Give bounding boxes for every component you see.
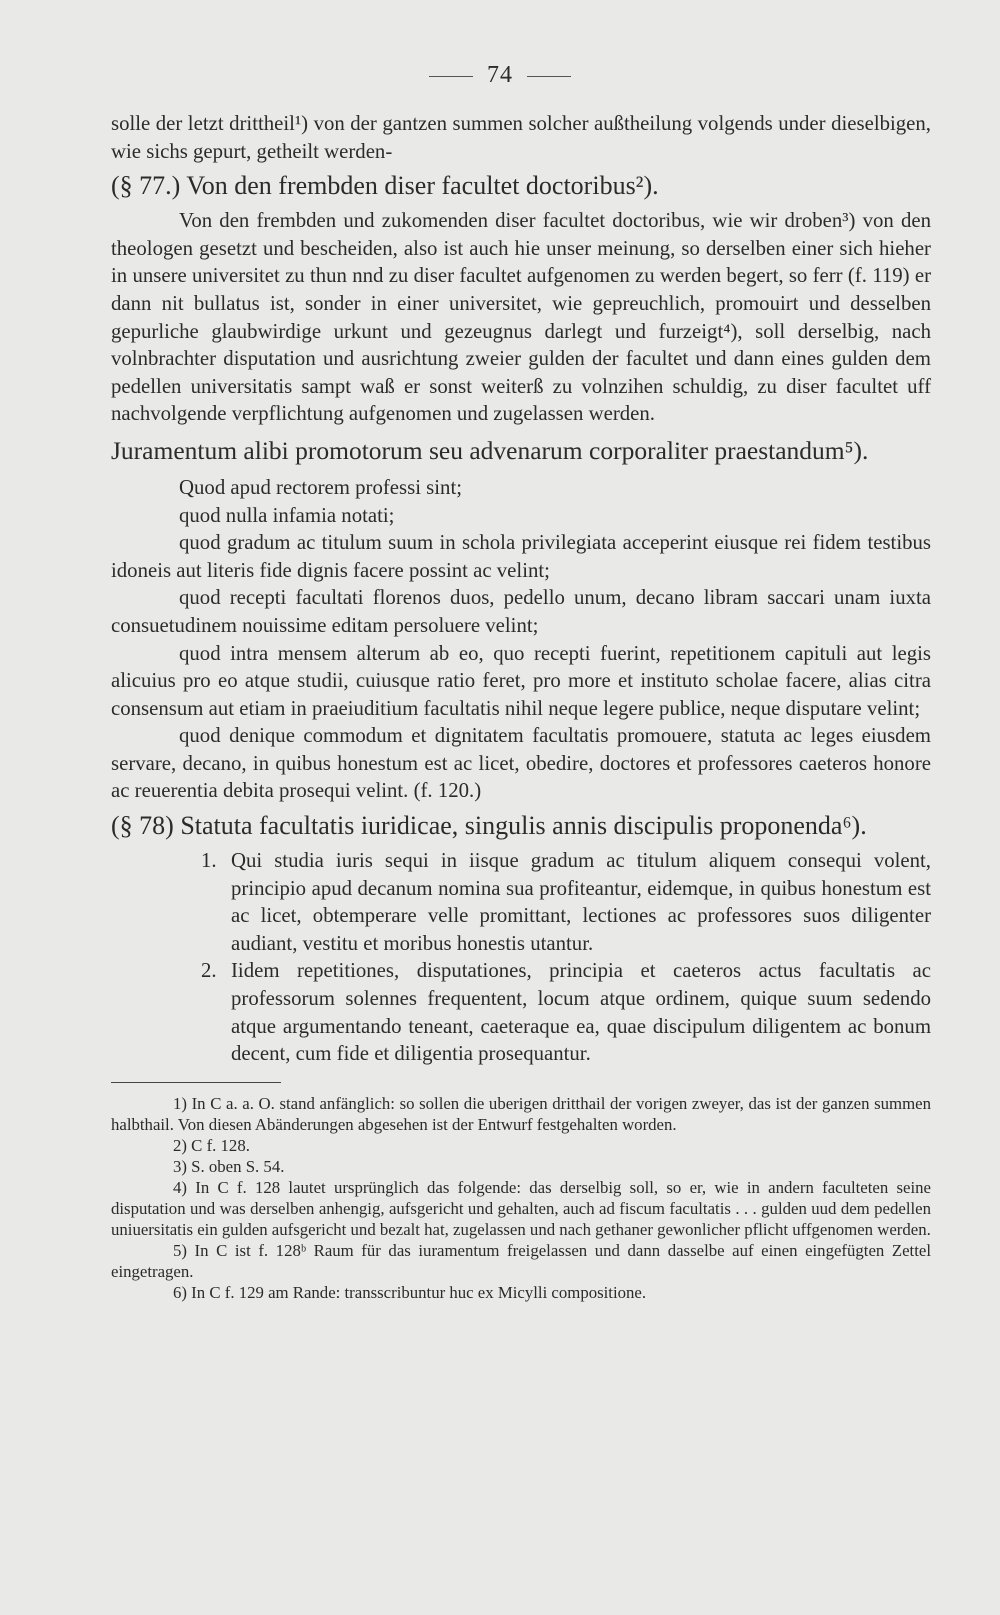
page-number [0, 62, 1000, 89]
oath-clause: Quod apud rectorem professi sint; [179, 475, 463, 499]
statute-item [201, 847, 931, 957]
intro-paragraph: solle der letzt drittheil¹) von der gantzen summen solcher außtheilung volgends under dieselbigen, wie sichs gepurt, getheilt werden- [111, 112, 931, 163]
oath-clauses [111, 474, 931, 805]
oath-clause: quod intra mensem alterum ab eo, quo recepti fuerint, repetitionem capituli aut legis alicuius pro eo atque studii, cuiusque ratio feret, pro more et instituto scholae facere, alias citra consensum aut etiam in praeiuditium facultatis nihil neque legere publice, neque disputare velint; [111, 641, 931, 720]
oath-clause: quod recepti facultati florenos duos, pedello unum, decano libram saccari unam iuxta consuetudinem nouissime editam persoluere velint; [111, 586, 931, 637]
page-number-dash-left [429, 76, 473, 77]
oath-clause: quod gradum ac titulum suum in schola privilegiata acceperint eiusque rei fidem testibus idoneis aut literis fide dignis facere possint ac velint; [111, 531, 931, 582]
footnote-5: 5) In C ist f. 128ᵇ Raum für das iuramentum freigelassen und dann dasselbe auf einen eingefügten Zettel eingetragen. [111, 1240, 931, 1281]
footnotes [111, 1093, 931, 1303]
oath-clause: quod nulla infamia notati; [179, 503, 395, 527]
main-text [111, 110, 931, 1303]
statute-text: Qui studia iuris sequi in iisque gradum ac titulum aliquem consequi volent, principio apud decanum nomina sua profiteantur, eidemque, in quibus honestum est ac licet, obtemperare velle promittant, lectiones ac professores suos diligenter audiant, vestitu et moribus honestis utantur. [231, 849, 931, 955]
footnote-6: 6) In C f. 129 am Rande: transscribuntur huc ex Micylli compositione. [173, 1282, 647, 1302]
statute-item [201, 957, 931, 1067]
statute-number: 1. [201, 849, 217, 873]
juramentum-heading: Juramentum alibi promotorum seu advenarum corporaliter praestandum⁵). [111, 435, 869, 465]
section-78-heading: (§ 78) Statuta facultatis iuridicae, singulis annis discipulis proponenda⁶). [111, 811, 867, 841]
page-number-text: 74 [487, 62, 513, 88]
footnote-divider [111, 1082, 281, 1083]
footnote-1: 1) In C a. a. O. stand anfänglich: so sollen die uberigen dritthail der vorigen zweyer, das ist der ganzen summen halbthail. Von diesen Abänderungen abgesehen ist der Entwurf festgehalten worden. [111, 1093, 931, 1134]
statute-text: Iidem repetitiones, disputationes, principia et caeteros actus facultatis ac professorum solennes frequentent, locum atque ordinem, quique suum sedendo atque argumentando teneant, caeteraque ea, quae discipulum diligentem ac bonum decent, cum fide et diligentia prosequantur. [231, 959, 931, 1066]
section-77-paragraph: Von den frembden und zukomenden diser facultet doctoribus, wie wir droben³) von den theologen gesetzt und bescheiden, also ist auch hie unser meinung, so derselben einer sich hieher in unsere universitet zu thun nnd zu diser facultet aufgenomen zu werden begert, so ferr (f. 119) er dann nit bullatus ist, sonder in einer universitet, wie gepreuchlich, promouirt und desselben gepurliche glaubwirdige urkunt und gezeugnus darlegt und furzeigt⁴), soll derselbig, nach volnbrachter disputation und ausrichtung zweier gulden der facultet und dann eines gulden dem pedellen universitatis sampt waß er sonst weiterß zu volnzihen schuldig, zu diser facultet uff nachvolgende verpflichtung aufgenomen und zugelassen werden. [111, 209, 931, 426]
statutes-list [201, 847, 931, 1068]
footnote-2: 2) C f. 128. [173, 1135, 250, 1155]
oath-clause: quod denique commodum et dignitatem facultatis promouere, statuta ac leges eiusdem servare, decano, in quibus honestum est ac licet, obedire, doctores et professores caeteros honore ac reuerentia debita prosequi velint. (f. 120.) [111, 724, 931, 803]
section-77-heading: (§ 77.) Von den frembden diser facultet doctoribus²). [111, 171, 659, 201]
footnote-4: 4) In C f. 128 lautet ursprünglich das folgende: das derselbig soll, so er, wie in andern faculteten seine disputation und was derselben anhengig, aufsgericht und gehalten, auch ad fiscum facultatis . . . gulden uud dem pedellen uniuersitatis ein gulden aufsgericht und bezalt hat, zugelassen und nach gethaner gewonlicher pflicht uffgenomen werden. [111, 1177, 931, 1239]
footnote-3: 3) S. oben S. 54. [173, 1156, 285, 1176]
page-number-dash-right [527, 76, 571, 77]
statute-number: 2. [201, 959, 217, 983]
